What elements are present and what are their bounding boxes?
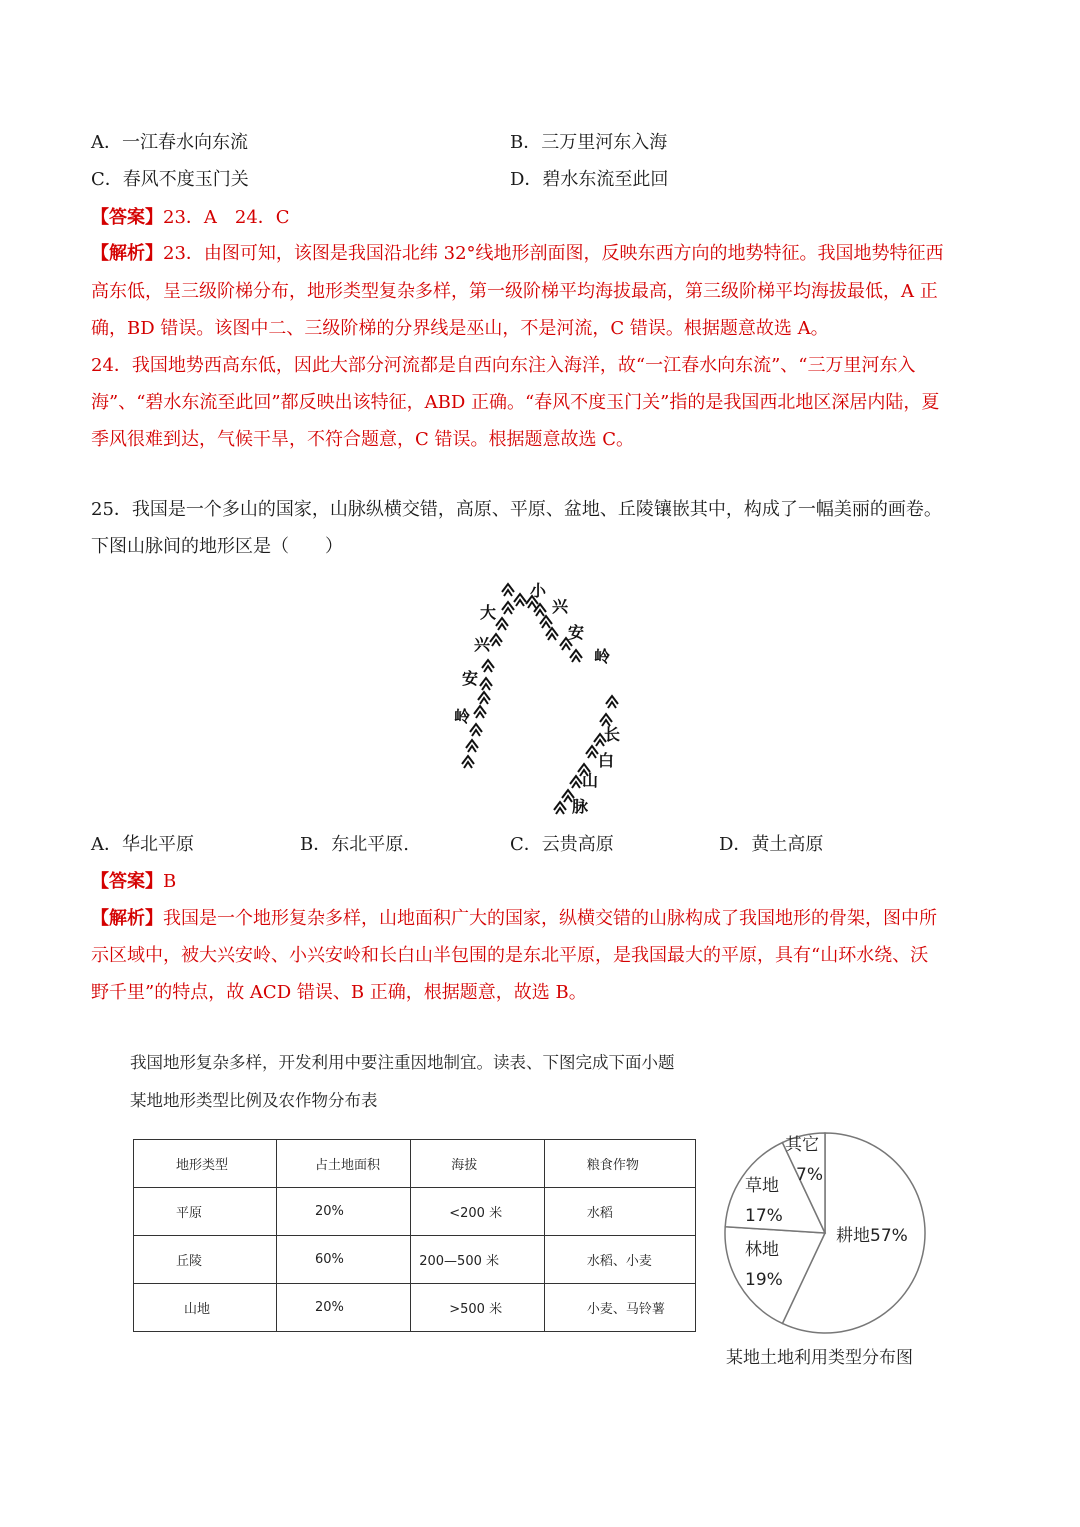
pie-label-caodi-name: 草地 (745, 1176, 779, 1196)
label-an2: 安 (568, 623, 585, 642)
option-b: B．三万里河东入海 (510, 132, 668, 153)
mountain-range-map (440, 578, 640, 818)
pie-label-caodi-pct: 17% (745, 1206, 783, 1226)
analysis-text: 我国是一个地形复杂多样，山地面积广大的国家，纵横交错的山脉构成了我国地形的骨架，图中所 (163, 908, 937, 929)
label-shan: 山 (582, 771, 599, 790)
table-caption: 某地地形类型比例及农作物分布表 (130, 1091, 378, 1110)
analysis-2324-line1 (91, 242, 944, 266)
answer-25 (91, 870, 176, 894)
table-header-cell: 海拔 (411, 1140, 545, 1188)
pie-label-lindi-name: 林地 (745, 1240, 779, 1260)
label-xing1: 兴 (474, 635, 491, 654)
answer-2324 (91, 206, 290, 230)
pie-chart-title: 某地土地利用类型分布图 (726, 1348, 913, 1368)
label-xiao: 小 (530, 581, 547, 600)
table-cell: 丘陵 (134, 1236, 277, 1284)
table-header-cell: 地形类型 (134, 1140, 277, 1188)
option-d: D．碧水东流至此回 (510, 169, 669, 190)
table-cell: 20% (276, 1284, 410, 1332)
label-mai: 脉 (572, 797, 589, 816)
pie-label-qita-pct: 7% (796, 1165, 823, 1185)
table-header-cell: 粮食作物 (544, 1140, 695, 1188)
table-row (134, 1284, 696, 1332)
analysis-2324-line2: 高东低，呈三级阶梯分布，地形类型复杂多样，第一级阶梯平均海拔最高，第三级阶梯平均海拔最低，A 正 (91, 281, 938, 302)
question-25-line2: 下图山脉间的地形区是（ ） (91, 536, 343, 557)
table-cell: 水稻、小麦 (544, 1236, 695, 1284)
table-row (134, 1236, 696, 1284)
table-cell: >500 米 (411, 1284, 545, 1332)
answer-tag: 【答案】 (91, 871, 163, 892)
terrain-crop-table (133, 1139, 696, 1332)
label-chang: 长 (604, 725, 621, 744)
table-cell: 山地 (134, 1284, 277, 1332)
table-header-row (134, 1140, 696, 1188)
label-ling1: 岭 (454, 707, 471, 726)
pie-label-qita-name: 其它 (785, 1135, 819, 1155)
intro-line1: 我国地形复杂多样，开发利用中要注重因地制宜。读表、下图完成下面小题 (130, 1053, 675, 1072)
analysis-25-line1 (91, 907, 937, 931)
table-cell: 平原 (134, 1188, 277, 1236)
label-an1: 安 (462, 669, 479, 688)
analysis-2324-line4: 24．我国地势西高东低，因此大部分河流都是自西向东注入海洋，故“一江春水向东流”、“三万里河东入 (91, 355, 916, 376)
table-row (134, 1188, 696, 1236)
analysis-25-line3: 野千里”的特点，故 ACD 错误、B 正确，根据题意，故选 B。 (91, 982, 587, 1003)
analysis-2324-line6: 季风很难到达，气候干旱，不符合题意，C 错误。根据题意故选 C。 (91, 429, 634, 450)
analysis-2324-line3: 确，BD 错误。该图中二、三级阶梯的分界线是巫山，不是河流，C 错误。根据题意故选 A。 (91, 318, 829, 339)
land-use-pie-chart (715, 1128, 945, 1338)
table-header-cell: 占土地面积 (276, 1140, 410, 1188)
q25-option-a: A．华北平原 (91, 834, 194, 855)
table-cell: 小麦、马铃薯 (544, 1284, 695, 1332)
label-bai: 白 (598, 751, 615, 770)
q25-option-c: C．云贵高原 (510, 834, 614, 855)
label-da: 大 (480, 603, 497, 622)
table-cell: 20% (276, 1188, 410, 1236)
q25-option-d: D．黄土高原 (719, 834, 824, 855)
answer-text: B (163, 871, 177, 892)
table-cell: 60% (276, 1236, 410, 1284)
label-xing2: 兴 (552, 597, 569, 616)
table-cell: <200 米 (411, 1188, 545, 1236)
option-a: A．一江春水向东流 (91, 132, 248, 153)
analysis-tag: 【解析】 (91, 243, 163, 264)
question-25-line1: 25．我国是一个多山的国家，山脉纵横交错，高原、平原、盆地、丘陵镶嵌其中，构成了一幅美丽的画卷。 (91, 499, 942, 520)
pie-label-gengdi: 耕地57% (836, 1226, 908, 1246)
label-ling2: 岭 (594, 647, 611, 666)
table-cell: 水稻 (544, 1188, 695, 1236)
table-cell: 200—500 米 (411, 1236, 545, 1284)
analysis-2324-line5: 海”、“碧水东流至此回”都反映出该特征，ABD 正确。“春风不度玉门关”指的是我国西北地区深居内陆，夏 (91, 392, 940, 413)
analysis-tag: 【解析】 (91, 908, 163, 929)
analysis-25-line2: 示区域中，被大兴安岭、小兴安岭和长白山半包围的是东北平原，是我国最大的平原，具有“山环水绕、沃 (91, 945, 929, 966)
analysis-text: 23．由图可知，该图是我国沿北纬 32°线地形剖面图，反映东西方向的地势特征。我国地势特征西 (163, 243, 944, 264)
answer-text: 23．A 24．C (163, 207, 290, 228)
answer-tag: 【答案】 (91, 207, 163, 228)
option-c: C．春风不度玉门关 (91, 169, 249, 190)
q25-option-b: B．东北平原. (300, 834, 409, 855)
pie-label-lindi-pct: 19% (745, 1270, 783, 1290)
